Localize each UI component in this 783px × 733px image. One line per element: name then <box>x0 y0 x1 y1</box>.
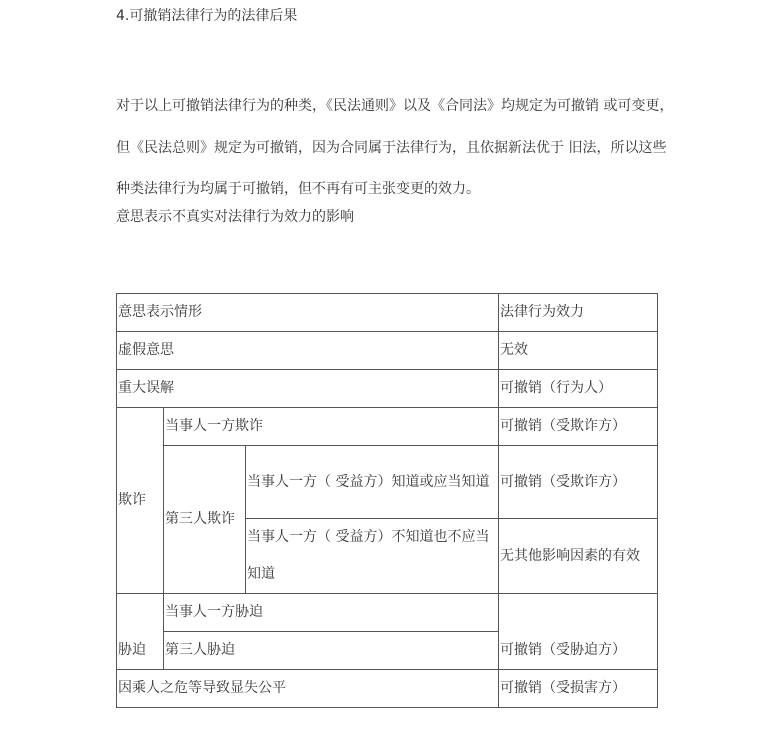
cell-situation: 当事人一方（ 受益方）不知道也不应当知道 <box>246 519 499 594</box>
cell-effect: 可撤销（受欺诈方） <box>499 408 658 446</box>
cell-situation: 当事人一方欺诈 <box>164 408 499 446</box>
table-caption: 意思表示不真实对法律行为效力的影响 <box>116 209 354 225</box>
cell-situation: 因乘人之危等导致显失公平 <box>117 670 499 708</box>
cell-situation: 重大误解 <box>117 370 499 408</box>
cell-effect: 无其他影响因素的有效 <box>499 519 658 594</box>
header-situation: 意思表示情形 <box>117 294 499 332</box>
cell-fraud-group: 欺诈 <box>117 408 164 594</box>
cell-effect: 可撤销（受胁迫方） <box>499 594 658 670</box>
table-row <box>117 594 658 632</box>
table-row <box>117 408 658 446</box>
table-row <box>117 332 658 370</box>
table-row <box>117 670 658 708</box>
cell-situation: 当事人一方胁迫 <box>164 594 499 632</box>
header-effect: 法律行为效力 <box>499 294 658 332</box>
cell-situation: 当事人一方（ 受益方）知道或应当知道 <box>246 446 499 519</box>
table-row <box>117 446 658 519</box>
cell-situation: 虚假意思 <box>117 332 499 370</box>
table-header-row <box>117 294 658 332</box>
cell-effect: 可撤销（受欺诈方） <box>499 446 658 519</box>
cell-situation: 第三人胁迫 <box>164 632 499 670</box>
cell-effect: 可撤销（行为人） <box>499 370 658 408</box>
cell-effect: 无效 <box>499 332 658 370</box>
body-paragraph: 对于以上可撤销法律行为的种类，《民法通则》以及《合同法》均规定为可撤销 或可变更，但《民法总则》规定为可撤销，因为合同属于法律行为，且依据新法优于 旧法，所以这些种类法律行为均属于可撤销，但不再有可主张变更的效力。 <box>116 98 674 197</box>
table-row <box>117 370 658 408</box>
cell-duress-group: 胁迫 <box>117 594 164 670</box>
cell-third-party-fraud: 第三人欺诈 <box>164 446 246 594</box>
cell-effect: 可撤销（受损害方） <box>499 670 658 708</box>
section-heading: 4.可撤销法律行为的法律后果 <box>116 8 298 24</box>
effect-table <box>116 293 658 708</box>
